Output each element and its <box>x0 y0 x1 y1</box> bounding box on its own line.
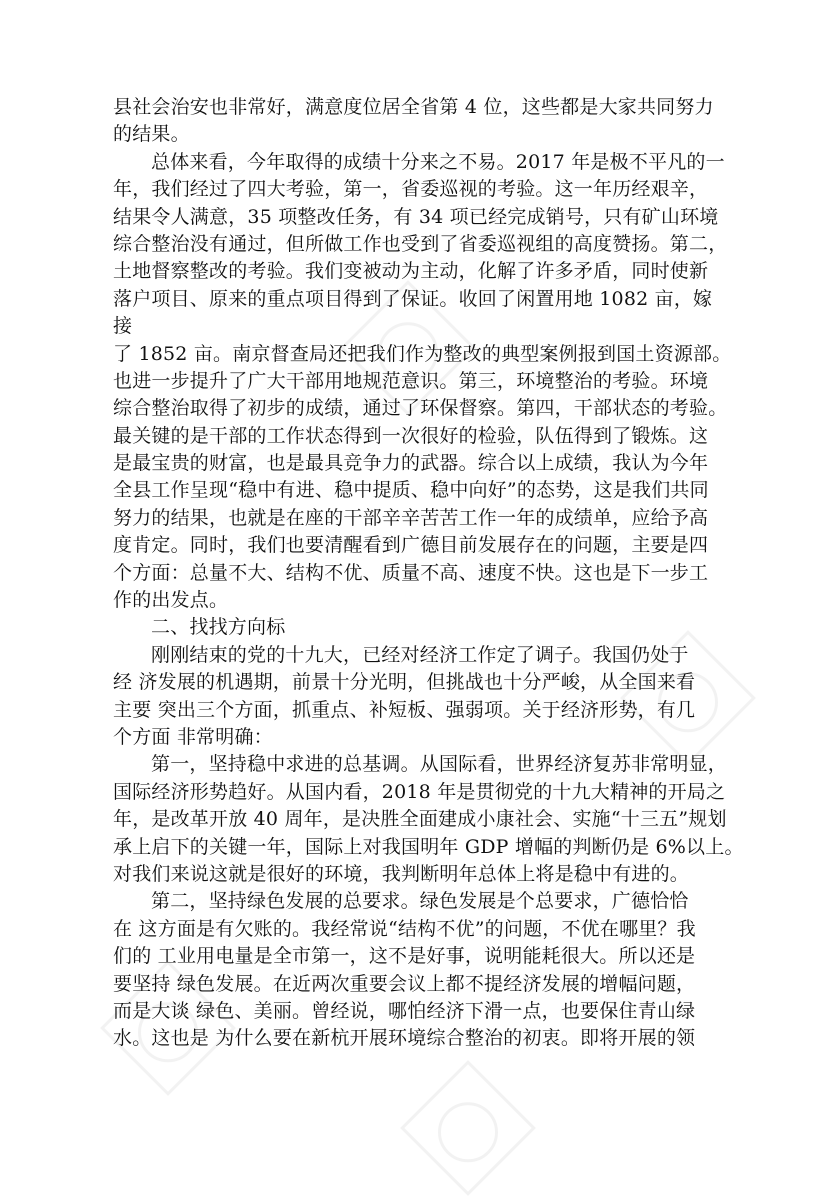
text-line: 最关键的是干部的工作状态得到一次很好的检验，队伍得到了锻炼。这 <box>113 424 709 447</box>
text-line: 个方面：总量不大、结构不优、质量不高、速度不快。这也是下一步工 <box>113 561 709 584</box>
text-line: 是最宝贵的财富，也是最具竞争力的武器。综合以上成绩，我认为今年 <box>113 452 709 475</box>
text-line: 而是大谈 绿色、美丽。曾经说，哪怕经济下滑一点，也要保住青山绿 <box>113 999 696 1022</box>
text-line: 全县工作呈现“稳中有进、稳中提质、稳中向好”的态势，这是我们共同 <box>113 479 709 502</box>
text-line: 落户项目、原来的重点项目得到了保证。收回了闲置用地 1082 亩，嫁 <box>113 287 713 310</box>
text-line: 总体来看，今年取得的成绩十分来之不易。2017 年是极不平凡的一 <box>151 150 725 173</box>
text-line: 年，是改革开放 40 周年，是决胜全面建成小康社会、实施“十三五”规划 <box>113 808 727 831</box>
text-line: 刚刚结束的党的十九大，已经对经济工作定了调子。我国仍处于 <box>151 643 689 666</box>
text-line: 二、找找方向标 <box>151 616 286 639</box>
text-line: 主要 突出三个方面，抓重点、补短板、强弱项。关于经济形势，有几 <box>113 698 696 721</box>
text-line: 综合整治取得了初步的成绩，通过了环保督察。第四，干部状态的考验。 <box>113 397 728 420</box>
text-line: 度肯定。同时，我们也要清醒看到广德目前发展存在的问题，主要是四 <box>113 534 709 557</box>
text-line: 在 这方面是有欠账的。我经常说“结构不优”的问题，不优在哪里？我 <box>113 917 696 940</box>
text-line: 结果令人满意，35 项整改任务，有 34 项已经完成销号，只有矿山环境 <box>113 205 719 228</box>
text-line: 国际经济形势趋好。从国内看，2018 年是贯彻党的十九大精神的开局之 <box>113 780 726 803</box>
text-line: 承上启下的关键一年，国际上对我国明年 GDP 增幅的判断仍是 6%以上。 <box>113 835 744 858</box>
document-body <box>113 94 743 1053</box>
text-line: 的结果。 <box>113 123 190 146</box>
text-line: 接 <box>113 315 133 338</box>
text-line: 了 1852 亩。南京督查局还把我们作为整改的典型案例报到国土资源部。 <box>113 342 732 365</box>
text-line: 县社会治安也非常好，满意度位居全省第 4 位，这些都是大家共同努力 <box>113 96 714 118</box>
text-line: 第一，坚持稳中求进的总基调。从国际看，世界经济复苏非常明显， <box>151 753 728 776</box>
text-line: 水。这也是 为什么要在新杭开展环境综合整治的初衷。即将开展的领 <box>113 1027 696 1050</box>
text-line: 个方面 非常明确： <box>113 725 273 748</box>
text-line: 第二，坚持绿色发展的总要求。绿色发展是个总要求，广德恰恰 <box>151 890 689 913</box>
text-line: 努力的结果，也就是在座的干部辛辛苦苦工作一年的成绩单，应给予高 <box>113 506 709 529</box>
text-line: 也进一步提升了广大干部用地规范意识。第三，环境整治的考验。环境 <box>113 369 709 392</box>
text-line: 们的 工业用电量是全市第一，这不是好事，说明能耗很大。所以还是 <box>113 945 696 968</box>
text-line: 年，我们经过了四大考验，第一，省委巡视的考验。这一年历经艰辛， <box>113 178 709 201</box>
text-line: 作的出发点。 <box>113 589 229 612</box>
watermark-logo-icon <box>400 1060 536 1196</box>
text-line: 土地督察整改的考验。我们变被动为主动，化解了许多矛盾，同时使新 <box>113 260 709 283</box>
text-line: 经 济发展的机遇期，前景十分光明，但挑战也十分严峻，从全国来看 <box>113 671 696 694</box>
text-line: 综合整治没有通过，但所做工作也受到了省委巡视组的高度赞扬。第二， <box>113 232 728 255</box>
text-line: 要坚持 绿色发展。在近两次重要会议上都不提经济发展的增幅问题， <box>113 972 696 995</box>
text-line: 对我们来说这就是很好的环境，我判断明年总体上将是稳中有进的。 <box>113 862 690 885</box>
